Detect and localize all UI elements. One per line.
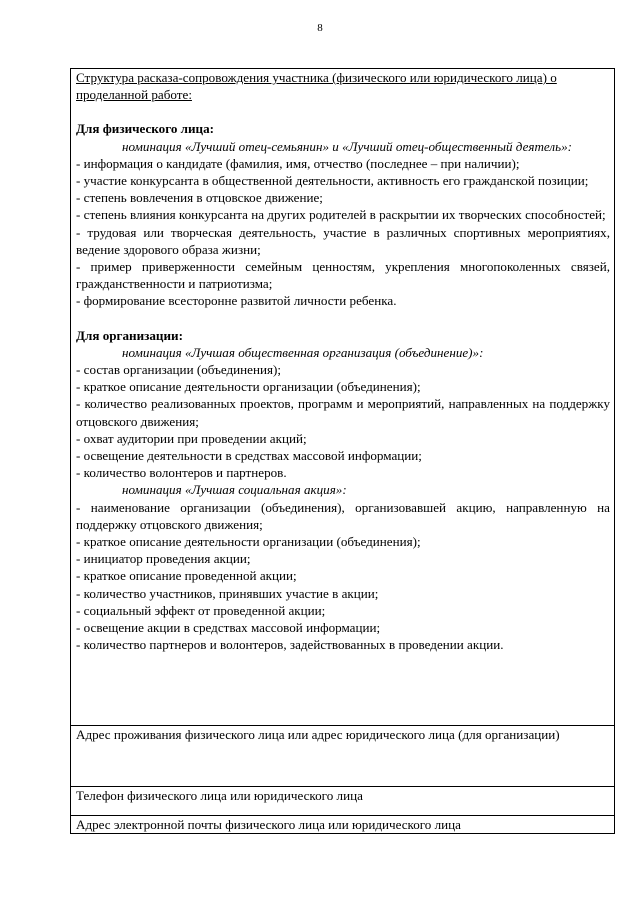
organization-criteria-list-2 <box>76 499 610 654</box>
list-item: - степень влияния конкурсанта на других родителей в раскрытии их творческих способностей; <box>76 207 606 223</box>
list-item: - освещение акции в средствах массовой информации; <box>76 620 381 636</box>
address-row <box>71 726 615 787</box>
structure-heading: Структура расказа-сопровождения участника (физического или юридического лица) о проделанной работе: <box>76 70 557 103</box>
list-item: - количество партнеров и волонтеров, задействованных в проведении акции. <box>76 637 504 653</box>
list-item: - участие конкурсанта в общественной деятельности, активность его гражданской позиции; <box>76 173 589 189</box>
individual-nomination: номинация «Лучший отец-семьянин» и «Лучший отец-общественный деятель»: <box>122 138 572 154</box>
list-item: - количество волонтеров и партнеров. <box>76 465 287 481</box>
organization-nomination-1: номинация «Лучшая общественная организация (объединение)»: <box>122 344 484 360</box>
list-item: - наименование организации (объединения), организовавшей акцию, направленную на поддержку отцовского движения; <box>76 499 610 532</box>
list-item: - степень вовлечения в отцовское движение; <box>76 190 323 206</box>
application-form-table <box>70 68 615 834</box>
individual-heading: Для физического лица: <box>76 121 214 137</box>
list-item: - инициатор проведения акции; <box>76 551 251 567</box>
phone-row <box>71 787 615 816</box>
list-item: - краткое описание деятельности организации (объединения); <box>76 379 421 395</box>
list-item: - краткое описание деятельности организации (объединения); <box>76 534 421 550</box>
organization-heading: Для организации: <box>76 327 183 343</box>
list-item: - количество участников, принявших участие в акции; <box>76 585 379 601</box>
list-item: - информация о кандидате (фамилия, имя, отчество (последнее – при наличии); <box>76 155 520 171</box>
email-row <box>71 816 615 834</box>
list-item: - краткое описание проведенной акции; <box>76 568 297 584</box>
list-item: - состав организации (объединения); <box>76 362 282 378</box>
email-field[interactable]: Адрес электронной почты физического лица или юридического лица <box>71 816 615 834</box>
list-item: - освещение деятельности в средствах массовой информации; <box>76 448 422 464</box>
list-item: - пример приверженности семейным ценностям, укрепления многопоколенных связей, гражданственности и патриотизма; <box>76 259 610 292</box>
list-item: - охват аудитории при проведении акций; <box>76 430 307 446</box>
list-item: - трудовая или творческая деятельность, участие в различных спортивных мероприятиях, ведение здорового образа жизни; <box>76 224 610 257</box>
page-number: 8 <box>317 22 323 34</box>
list-item: - формирование всесторонне развитой личности ребенка. <box>76 293 397 309</box>
individual-criteria-list <box>76 155 610 310</box>
structure-row <box>71 69 615 726</box>
organization-nomination-2: номинация «Лучшая социальная акция»: <box>122 482 347 498</box>
structure-cell <box>71 69 615 726</box>
list-item: - социальный эффект от проведенной акции; <box>76 602 326 618</box>
list-item: - количество реализованных проектов, программ и мероприятий, направленных на поддержку отцовского движения; <box>76 396 610 429</box>
phone-field[interactable]: Телефон физического лица или юридического лица <box>71 787 615 816</box>
organization-criteria-list-1 <box>76 361 610 481</box>
address-field[interactable]: Адрес проживания физического лица или адрес юридического лица (для организации) <box>71 726 615 787</box>
